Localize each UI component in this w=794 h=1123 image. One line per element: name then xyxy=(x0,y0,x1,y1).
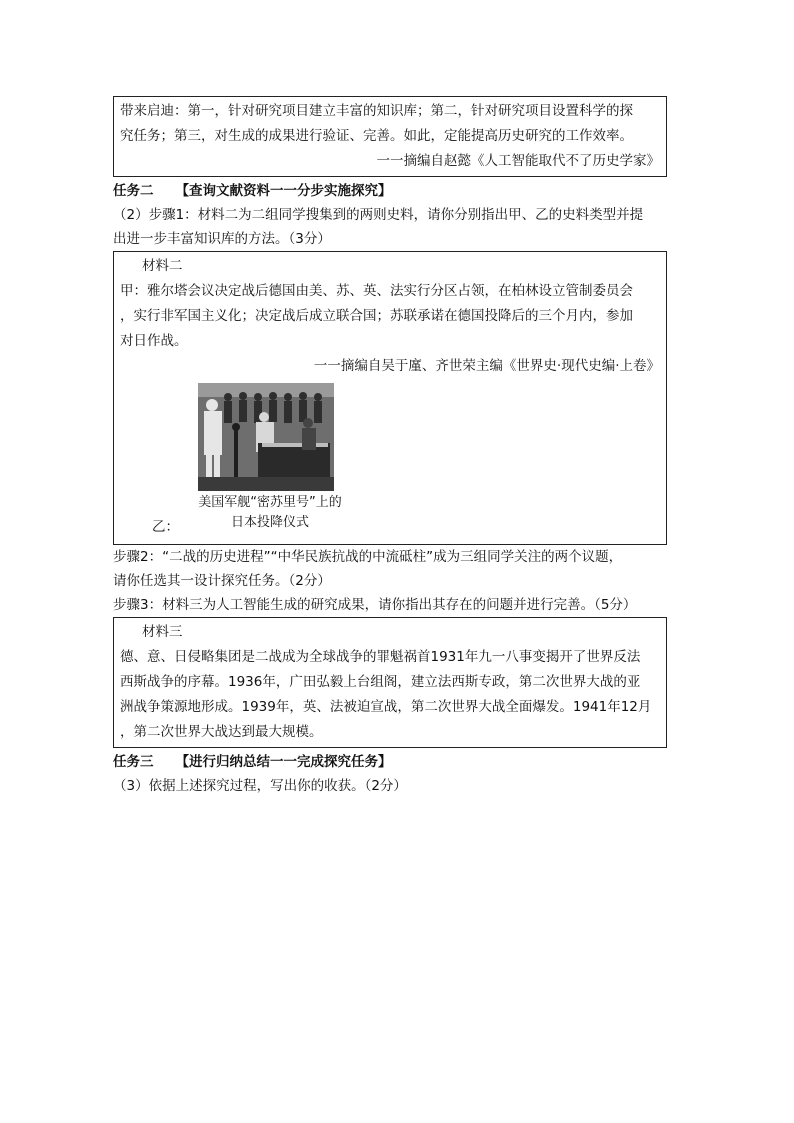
task-label: 任务二 xyxy=(113,183,154,199)
text-line: 德、意、日侵略集团是二战成为全球战争的罪魁祸首1931年九一八事变揭开了世界反法 xyxy=(120,649,641,665)
exam-page xyxy=(113,96,667,798)
question-text: 步骤3：材料三为人工智能生成的研究成果，请你指出其存在的问题并进行完善。（5分） xyxy=(113,597,637,613)
source-citation: 一一摘编自吴于廑、齐世荣主编《世界史·现代史编·上卷》 xyxy=(313,358,660,374)
task-label: 任务三 xyxy=(113,754,154,770)
task-heading xyxy=(113,750,667,774)
text-line: 究任务；第三，对生成的成果进行验证、完善。如此，定能提高历史研究的工作效率。 xyxy=(120,128,633,144)
text-line: 甲：雅尔塔会议决定战后德国由美、苏、英、法实行分区占领，在柏林设立管制委员会 xyxy=(120,283,633,299)
item-label-yi: 乙： xyxy=(152,519,179,535)
question-text: （3）依据上述探究过程，写出你的收获。（2分） xyxy=(113,778,407,794)
question-text: （2）步骤1：材料二为二组同学搜集到的两则史料，请你分别指出甲、乙的史料类型并提 xyxy=(113,207,644,223)
task-heading xyxy=(113,179,667,203)
material-box-2 xyxy=(113,251,667,545)
text-line: 带来启迪：第一，针对研究项目建立丰富的知识库；第二，针对研究项目设置科学的探 xyxy=(120,103,633,119)
text-line: 西斯战争的序幕。1936年，广田弘毅上台组阁，建立法西斯专政，第二次世界大战的亚 xyxy=(120,674,641,690)
material-box-3 xyxy=(113,617,667,748)
source-citation: 一一摘编自赵懿《人工智能取代不了历史学家》 xyxy=(376,153,660,169)
photo-caption xyxy=(180,493,360,533)
question-text: 步骤2：“二战的历史进程”“中华民族抗战的中流砥柱”成为三组同学关注的两个议题， xyxy=(113,549,623,565)
caption-line: 日本投降仪式 xyxy=(230,515,309,530)
text-line: ，实行非军国主义化；决定战后成立联合国；苏联承诺在德国投降后的三个月内，参加 xyxy=(120,308,633,324)
surrender-ceremony-photo xyxy=(198,383,334,491)
material-title: 材料三 xyxy=(142,624,183,640)
text-line: 对日作战。 xyxy=(120,333,188,349)
question-text: 出进一步丰富知识库的方法。（3分） xyxy=(113,231,331,247)
caption-line: 美国军舰“密苏里号”上的 xyxy=(198,495,342,510)
material-title: 材料二 xyxy=(142,258,183,274)
task-title: 【进行归纳总结一一完成探究任务】 xyxy=(175,754,392,770)
question-text: 请你任选其一设计探究任务。（2分） xyxy=(113,573,331,589)
material-box-top xyxy=(113,96,667,177)
text-line: ，第二次世界大战达到最大规模。 xyxy=(120,724,323,740)
text-line: 洲战争策源地形成。1939年，英、法被迫宣战，第二次世界大战全面爆发。1941年12月 xyxy=(120,699,652,715)
photo-figure xyxy=(120,379,660,542)
task-title: 【查询文献资料一一分步实施探究】 xyxy=(175,183,392,199)
